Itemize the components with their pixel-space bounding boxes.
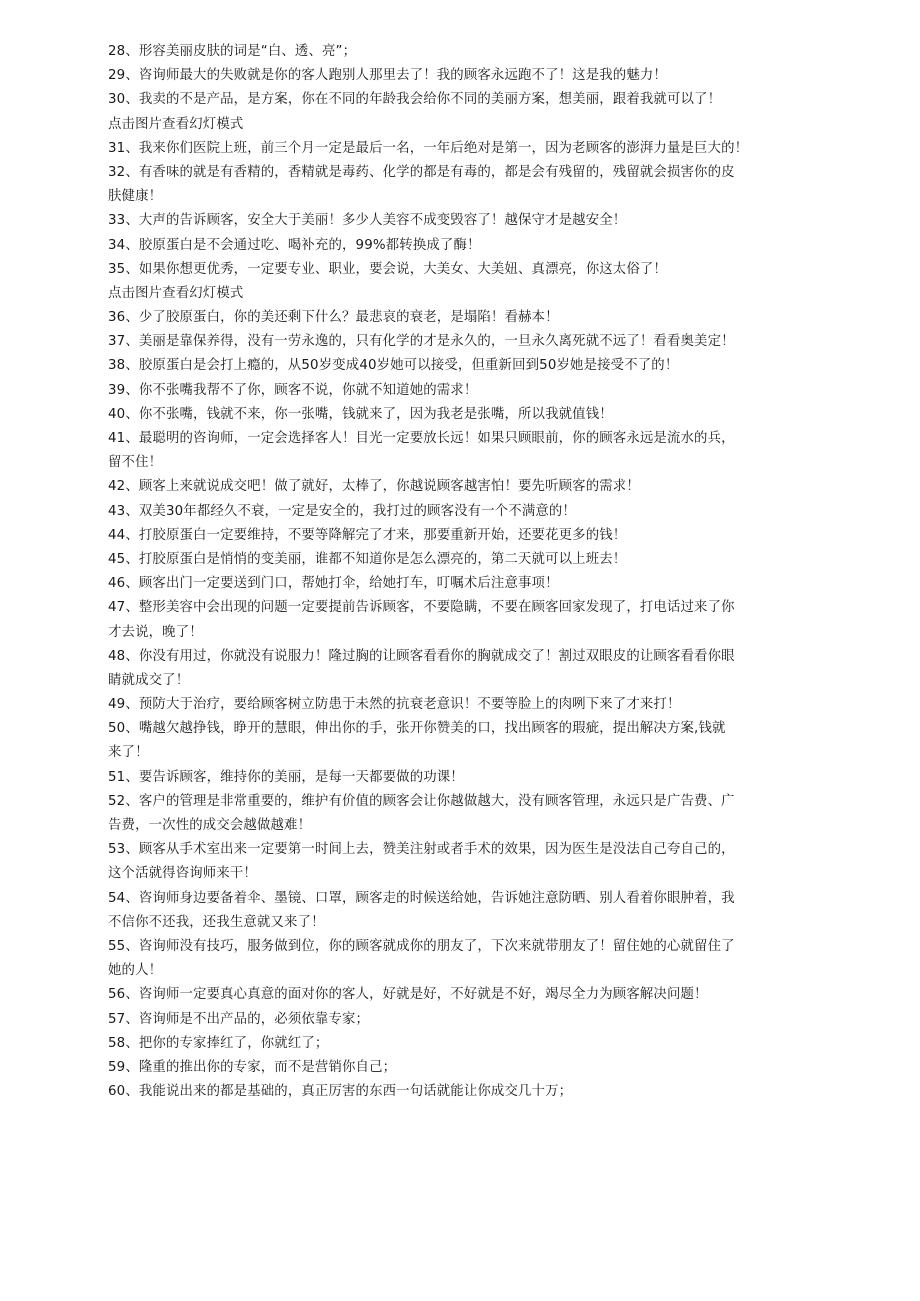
slideshow-link[interactable]: 点击图片查看幻灯模式	[108, 285, 244, 301]
text-line: 46、顾客出门一定要送到门口，帮她打伞，给她打车，叮嘱术后注意事项！	[108, 576, 559, 592]
text-line: 她的人！	[108, 963, 163, 979]
text-line: 44、打胶原蛋白一定要维持，不要等降解完了才来，那要重新开始，还要花更多的钱！	[108, 527, 627, 543]
text-line: 60、我能说出来的都是基础的，真正厉害的东西一句话就能让你成交几十万；	[108, 1084, 573, 1100]
text-line: 31、我来你们医院上班，前三个月一定是最后一名，一年后绝对是第一，因为老顾客的澎湃力量是巨大的！	[108, 140, 749, 156]
document-page	[108, 40, 816, 1104]
slideshow-link[interactable]: 点击图片查看幻灯模式	[108, 116, 244, 132]
text-line: 38、胶原蛋白是会打上瘾的，从50岁变成40岁她可以接受，但重新回到50岁她是接受不了的！	[108, 358, 679, 374]
text-line: 留不住！	[108, 455, 163, 471]
text-line: 48、你没有用过，你就没有说服力！隆过胸的让顾客看看你的胸就成交了！割过双眼皮的让顾客看看你眼	[108, 648, 735, 664]
text-line: 35、如果你想更优秀，一定要专业、职业，要会说，大美女、大美妞、真漂亮，你这太俗了！	[108, 261, 667, 277]
text-line: 52、客户的管理是非常重要的，维护有价值的顾客会让你越做越大，没有顾客管理，永远只是广告费、广	[108, 793, 735, 809]
text-line: 34、胶原蛋白是不会通过吃、喝补充的，99%都转换成了酶！	[108, 237, 481, 253]
text-line: 40、你不张嘴，钱就不来，你一张嘴，钱就来了，因为我老是张嘴，所以我就值钱！	[108, 406, 613, 422]
text-line: 告费，一次性的成交会越做越难！	[108, 818, 312, 833]
text-line: 47、整形美容中会出现的问题一定要提前告诉顾客，不要隐瞒，不要在顾客回家发现了，打电话过来了你	[108, 600, 735, 616]
text-line: 58、把你的专家捧红了，你就红了；	[108, 1035, 329, 1051]
text-line: 39、你不张嘴我帮不了你，顾客不说，你就不知道她的需求！	[108, 382, 478, 398]
text-line: 28、形容美丽皮肤的词是“白、透、亮”；	[108, 44, 357, 59]
text-line: 54、咨询师身边要备着伞、墨镜、口罩，顾客走的时候送给她，告诉她注意防晒、别人看着你眼肿着，我	[108, 890, 735, 906]
text-line: 32、有香味的就是有香精的，香精就是毒药、化学的都是有毒的，都是会有残留的，残留就会损害你的皮	[108, 164, 735, 180]
text-line: 30、我卖的不是产品，是方案，你在不同的年龄我会给你不同的美丽方案，想美丽，跟着我就可以了！	[108, 92, 722, 108]
text-line: 56、咨询师一定要真心真意的面对你的客人，好就是好，不好就是不好，竭尽全力为顾客解决问题！	[108, 987, 708, 1003]
text-line: 59、隆重的推出你的专家，而不是营销你自己；	[108, 1059, 397, 1075]
text-line: 睛就成交了！	[108, 672, 190, 688]
text-line: 42、顾客上来就说成交吧！做了就好，太棒了，你越说顾客越害怕！要先听顾客的需求！	[108, 479, 640, 495]
text-line: 41、最聪明的咨询师，一定会选择客人！目光一定要放长远！如果只顾眼前，你的顾客永远是流水的兵，	[108, 431, 735, 446]
text-line: 51、要告诉顾客，维持你的美丽，是每一天都要做的功课！	[108, 769, 464, 785]
text-line: 43、双美30年都经久不衰，一定是安全的，我打过的顾客没有一个不满意的！	[108, 503, 576, 519]
text-line: 才去说，晚了！	[108, 624, 203, 640]
text-line: 这个活就得咨询师来干！	[108, 866, 257, 882]
text-line: 36、少了胶原蛋白，你的美还剩下什么？最悲哀的衰老，是塌陷！看赫本！	[108, 310, 559, 326]
text-line: 50、嘴越欠越挣钱，睁开的慧眼，伸出你的手，张开你赞美的口，找出顾客的瑕疵，提出解决方案,钱就	[108, 721, 726, 737]
text-line: 33、大声的告诉顾客，安全大于美丽！多少人美容不成变毁容了！越保守才是越安全！	[108, 213, 627, 229]
text-line: 来了！	[108, 745, 149, 761]
text-line: 57、咨询师是不出产品的，必须依靠专家；	[108, 1011, 370, 1027]
text-line: 45、打胶原蛋白是悄悄的变美丽，谁都不知道你是怎么漂亮的，第二天就可以上班去！	[108, 551, 627, 567]
text-line: 49、预防大于治疗，要给顾客树立防患于未然的抗衰老意识！不要等脸上的肉咧下来了才来打！	[108, 697, 681, 713]
text-line: 37、美丽是靠保养得，没有一劳永逸的，只有化学的才是永久的，一旦永久离死就不远了！看看奥美定！	[108, 334, 735, 350]
text-line: 55、咨询师没有技巧，服务做到位，你的顾客就成你的朋友了，下次来就带朋友了！留住她的心就留住了	[108, 938, 735, 954]
text-line: 肤健康！	[108, 189, 163, 205]
text-line: 不信你不还我，还我生意就又来了！	[108, 914, 325, 930]
text-line: 29、咨询师最大的失败就是你的客人跑别人那里去了！我的顾客永远跑不了！这是我的魅力！	[108, 68, 667, 84]
text-line: 53、顾客从手术室出来一定要第一时间上去，赞美注射或者手术的效果，因为医生是没法自己夸自己的，	[108, 842, 735, 858]
